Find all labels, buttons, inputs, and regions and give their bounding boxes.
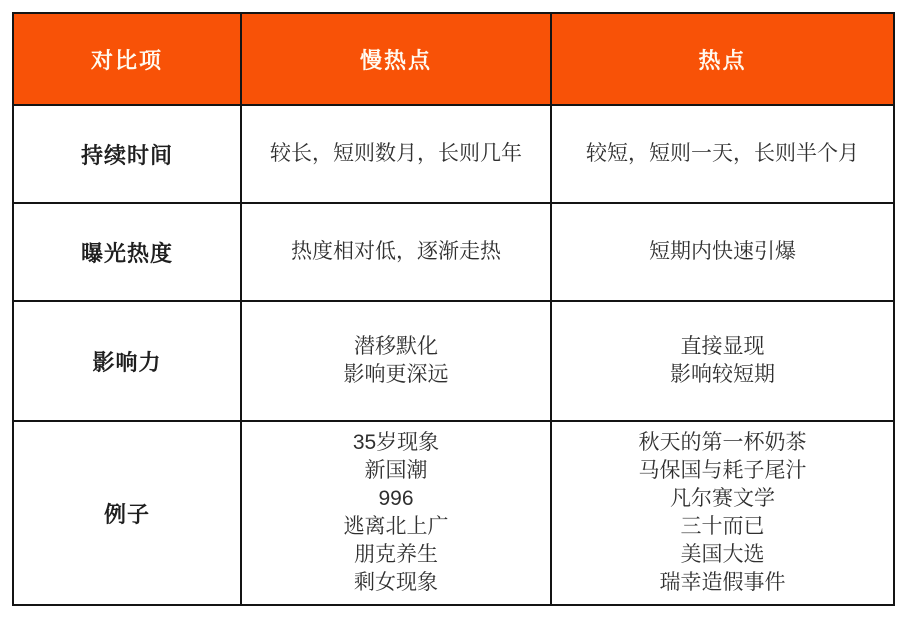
row-label-duration: 持续时间 (13, 105, 241, 203)
cell-text: 影响更深远 (343, 363, 449, 386)
table-row-exposure (13, 203, 894, 301)
cell-text: 短期内快速引爆 (649, 240, 796, 263)
cell-text: 影响较短期 (670, 363, 775, 386)
comparison-table (12, 12, 895, 606)
cell-text: 新国潮 (364, 459, 428, 482)
cell-text: 直接显现 (680, 335, 765, 358)
cell-text: 潜移默化 (354, 335, 438, 358)
cell-text: 朋克养生 (354, 543, 438, 566)
cell-influence-slow (241, 301, 551, 421)
cell-exposure-hot (551, 203, 894, 301)
table-row-examples (13, 421, 894, 605)
row-label-exposure: 曝光热度 (13, 203, 241, 301)
cell-text: 996 (378, 487, 414, 510)
row-label-influence: 影响力 (13, 301, 241, 421)
cell-duration-hot (551, 105, 894, 203)
cell-examples-slow (241, 421, 551, 605)
cell-text: 美国大选 (680, 543, 765, 566)
cell-exposure-slow (241, 203, 551, 301)
cell-text: 三十而已 (680, 515, 765, 538)
cell-duration-slow (241, 105, 551, 203)
cell-influence-hot (551, 301, 894, 421)
row-label-examples: 例子 (13, 421, 241, 605)
cell-text: 秋天的第一杯奶茶 (638, 431, 807, 454)
cell-text: 较短，短则一天，长则半个月 (586, 142, 859, 165)
table-row-influence (13, 301, 894, 421)
cell-text: 较长，短则数月，长则几年 (270, 142, 522, 165)
header-row (13, 13, 894, 105)
header-cell-slow-hotspot: 慢热点 (241, 13, 551, 105)
table-row-duration (13, 105, 894, 203)
header-cell-compare-item: 对比项 (13, 13, 241, 105)
cell-text: 35岁现象 (352, 431, 440, 454)
cell-text: 逃离北上广 (343, 515, 449, 538)
cell-text: 剩女现象 (354, 571, 438, 594)
cell-examples-hot (551, 421, 894, 605)
header-cell-hotspot: 热点 (551, 13, 894, 105)
cell-text: 马保国与耗子尾汁 (638, 459, 807, 482)
cell-text: 热度相对低，逐渐走热 (291, 240, 501, 263)
comparison-table-wrap (12, 12, 895, 606)
cell-text: 凡尔赛文学 (670, 487, 775, 510)
cell-text: 瑞幸造假事件 (659, 571, 786, 594)
